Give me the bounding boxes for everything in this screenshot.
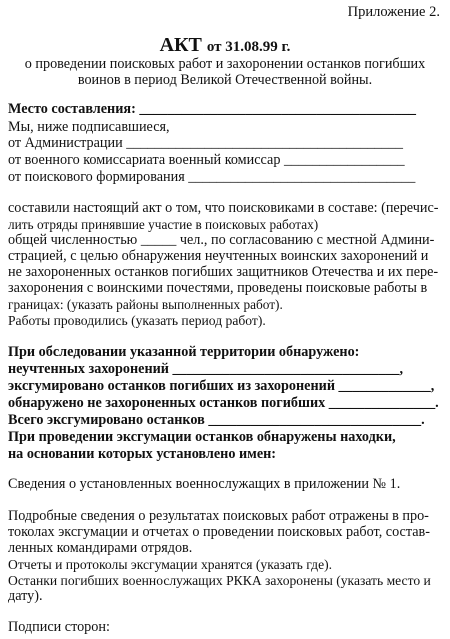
signatures-label: Подписи сторон: [8,619,110,635]
details-line-3: ленных командирами отрядов. [8,540,193,556]
signatories-intro: Мы, ниже подписавшиеся, [8,119,170,135]
title-date: от 31.08.99 г. [206,39,291,55]
subtitle-line-2: воинов в период Великой Отечественной войны. [77,72,373,88]
appendix-reference: Сведения о установленных военнослужащих в приложении № 1. [8,476,401,492]
place-field: Место составления: _______________________________________ [8,101,417,117]
details-line-1: Подробные сведения о результатах поисковых работ отражены в про- [8,508,429,524]
details-line-4: Отчеты и протоколы эксгумации хранятся (указать где). [8,557,333,572]
commissar-field: от военного комиссариата военный комиссар _________________ [8,152,405,168]
body-line-3: общей численностью _____ чел., по согласованию с местной Админи- [8,232,435,248]
administration-field: от Администрации _______________________________________ [8,135,403,151]
appendix-label: Приложение 2. [347,4,440,20]
details-line-2: токолах эксгумации и отчетах о проведении поисковых работ, состав- [8,524,430,540]
findings-heading: При обследовании указанной территории обнаружено: [8,344,360,360]
title-word: АКТ [159,34,202,56]
details-line-5: Останки погибших военнослужащих РККА захоронены (указать место и [8,573,431,588]
exhumed-remains-field: эксгумировано останков погибших из захоронений _____________, [8,378,435,394]
details-line-6: дату). [8,588,43,604]
document-title [0,34,450,58]
body-line-1: составили настоящий акт о том, что поисковиками в составе: (перечис- [8,200,439,216]
body-line-4: страцией, с целью обнаружения неучтенных воинских захоронений и [8,248,429,264]
total-exhumed-field: Всего эксгумировано останков ______________________________. [8,412,425,428]
unrecorded-burials-field: неучтенных захоронений ________________________________, [8,361,404,377]
body-line-2: лить отряды принявшие участие в поисковых работах) [8,217,319,232]
body-line-8: Работы проводились (указать период работ). [8,313,266,328]
unburied-remains-field: обнаружено не захороненных останков погибших _______________. [8,395,439,411]
body-line-6: захоронения с воинскими почестями, проведены поисковые работы в [8,280,428,296]
search-unit-field: от поискового формирования ________________________________ [8,169,416,185]
names-established: на основании которых установлено имен: [8,446,277,462]
body-line-7: границах: (указать районы выполненных работ). [8,297,283,312]
body-line-5: не захороненных останков погибших защитников Отечества и их пере- [8,264,439,280]
findings-discovered: При проведении эксгумации останков обнаружены находки, [8,429,396,445]
subtitle-line-1: о проведении поисковых работ и захоронении останков погибших [24,56,426,72]
